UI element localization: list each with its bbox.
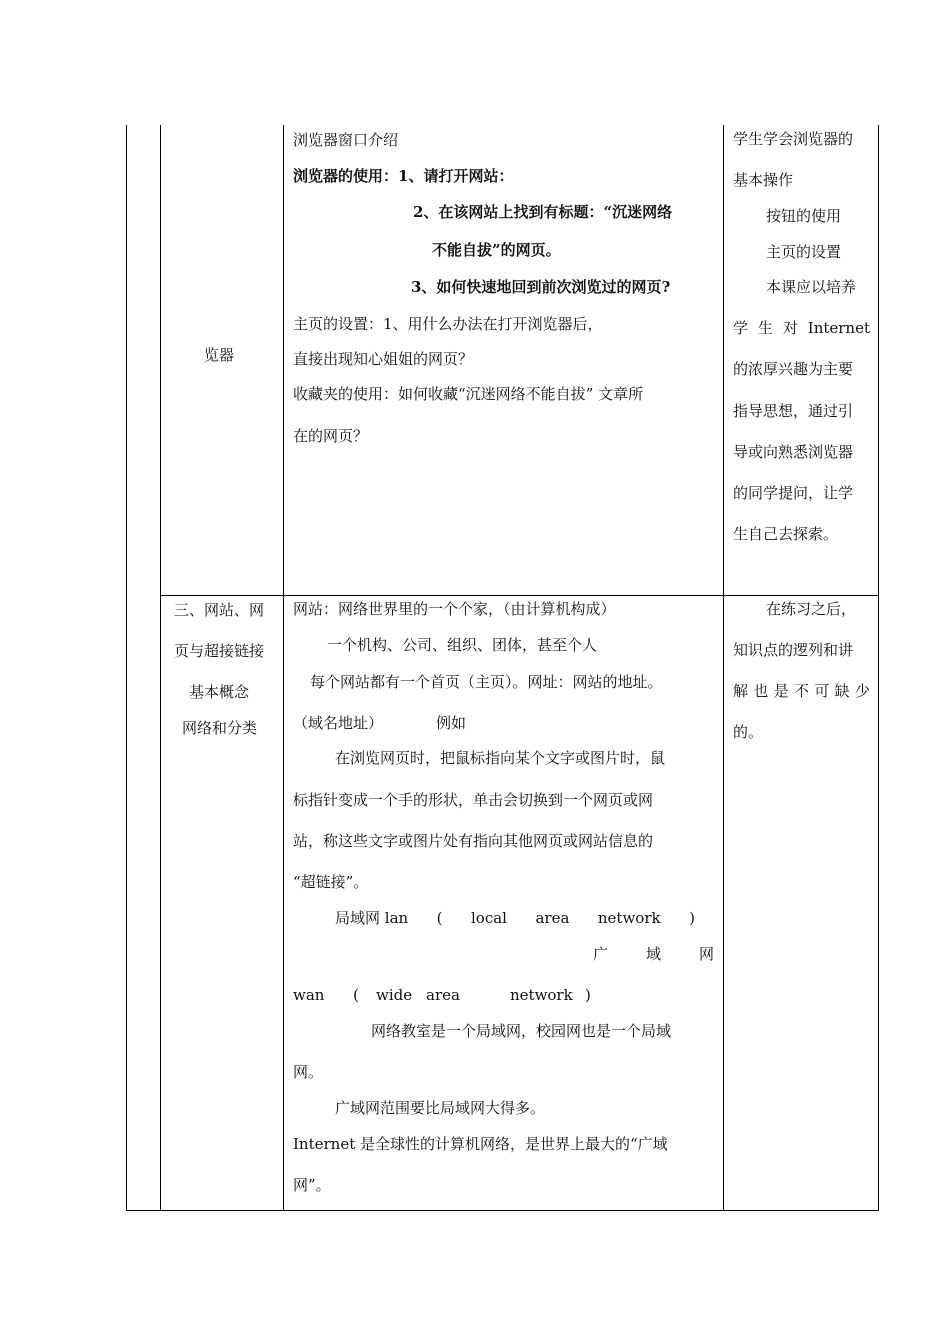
content-word: area: [535, 909, 570, 927]
content-word: (: [436, 909, 443, 927]
content-line: 2、在该网站上找到有标题：“沉迷网络: [413, 203, 673, 221]
note-word: 是: [773, 682, 789, 700]
note-word: 不: [793, 682, 809, 700]
content-line-wan-label: [593, 944, 714, 964]
content-line: 在的网页？: [293, 427, 369, 445]
note-line: 的。: [733, 723, 764, 741]
note-line: 按钮的使用: [766, 207, 842, 225]
content-line: 3、如何快速地回到前次浏览过的网页?: [411, 278, 671, 296]
content-word: ): [585, 986, 591, 1004]
content-line: 浏览器窗口介绍: [293, 131, 399, 149]
row-divider: [160, 595, 879, 596]
note-line: [733, 318, 870, 338]
content-word: 网: [698, 945, 714, 963]
content-word: 局域网 lan: [335, 909, 409, 927]
content-line: 收藏夹的使用：如何收藏“沉迷网络不能自拔” 文章所: [293, 385, 644, 403]
note-line: 的同学提问，让学: [733, 484, 854, 502]
content-line: 直接出现知心姐姐的网页？: [293, 350, 474, 368]
content-word: network: [510, 986, 573, 1004]
note-line: 在练习之后，: [766, 600, 857, 618]
note-line: 学生学会浏览器的: [733, 130, 854, 148]
note-line: 的浓厚兴趣为主要: [733, 360, 854, 378]
content-word: 广: [593, 945, 609, 963]
content-line: Internet 是全球性的计算机网络，是世界上最大的“广域: [293, 1135, 668, 1153]
note-line: 生自己去探索。: [733, 525, 839, 543]
content-line: （域名地址）: [293, 714, 384, 732]
content-word: network: [597, 909, 661, 927]
section-label-line: 页与超接链接: [174, 642, 265, 660]
note-word: 可: [814, 682, 830, 700]
content-line: 一个机构、公司、组织、团体，甚至个人: [327, 636, 598, 654]
note-word: 也: [753, 682, 769, 700]
note-word: 生: [757, 319, 773, 337]
section-label-browser: 览器: [204, 346, 235, 364]
note-line: 导或向熟悉浏览器: [733, 443, 854, 461]
note-line: 指导思想，通过引: [733, 402, 854, 420]
content-line: “超链接”。: [293, 873, 369, 891]
content-word: ): [689, 909, 695, 927]
content-word: wan: [293, 986, 325, 1004]
note-line: 主页的设置: [766, 243, 842, 261]
note-line: 知识点的逻列和讲: [733, 641, 854, 659]
section-label-line: 基本概念: [189, 683, 250, 701]
note-word: 对: [782, 319, 798, 337]
table-border-right: [878, 125, 879, 1211]
content-line: 例如: [436, 714, 467, 732]
content-line: 网”。: [293, 1176, 331, 1194]
content-word: 域: [645, 945, 661, 963]
note-word: 解: [733, 682, 749, 700]
content-line-lan: [335, 908, 695, 928]
content-line: 网络教室是一个局域网，校园网也是一个局域: [371, 1022, 672, 1040]
note-word: 学: [733, 319, 749, 337]
note-word: 少: [854, 682, 870, 700]
content-line: 标指针变成一个手的形状，单击会切换到一个网页或网: [293, 791, 654, 809]
note-line: [733, 681, 870, 701]
content-word: local: [471, 909, 507, 927]
content-word: area: [426, 986, 460, 1004]
content-line: 不能自拔”的网页。: [432, 241, 561, 259]
column-divider-2: [283, 125, 284, 1211]
content-line: 广域网范围要比局域网大得多。: [335, 1099, 546, 1117]
section-label-line: 三、网站、网: [174, 601, 265, 619]
note-word: Internet: [807, 319, 870, 337]
note-line: 本课应以培养: [766, 278, 857, 296]
content-line: 站，称这些文字或图片处有指向其他网页或网站信息的: [293, 832, 654, 850]
content-line: 每个网站都有一个首页（主页）。网址：网站的地址。: [310, 673, 663, 691]
content-line: 网站：网络世界里的一个个家，（由计算机构成）: [293, 600, 616, 618]
content-word: (: [353, 986, 359, 1004]
content-line: 浏览器的使用：1、请打开网站：: [293, 167, 514, 185]
table-border-bottom: [126, 1210, 879, 1211]
note-line: 基本操作: [733, 171, 794, 189]
note-word: 缺: [834, 682, 850, 700]
table-border-left: [126, 125, 127, 1211]
section-label-line: 网络和分类: [182, 719, 258, 737]
content-line: 在浏览网页时，把鼠标指向某个文字或图片时，鼠: [335, 749, 666, 767]
content-line: 主页的设置：1、用什么办法在打开浏览器后，: [293, 315, 603, 333]
column-divider-3: [723, 125, 724, 1211]
content-line: 网。: [293, 1063, 324, 1081]
content-word: wide: [376, 986, 413, 1004]
column-divider-1: [160, 125, 161, 1211]
